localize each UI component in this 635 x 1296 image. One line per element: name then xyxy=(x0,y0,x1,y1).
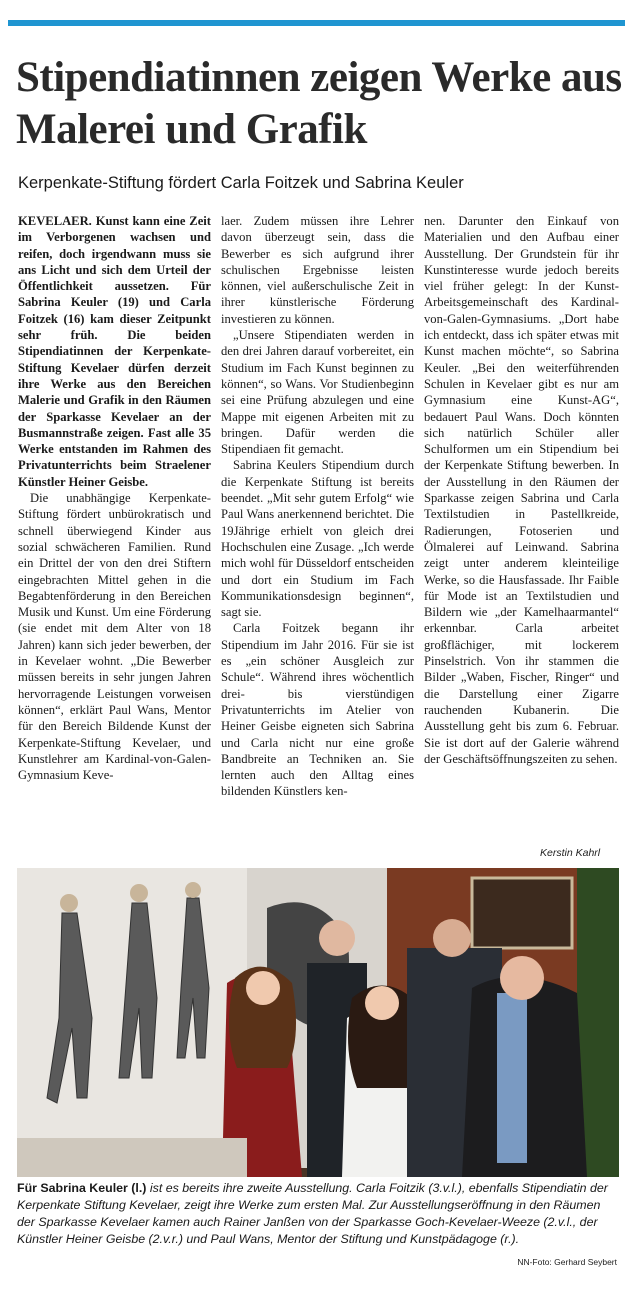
body-paragraph: nen. Darunter den Einkauf von Materialien und den Aufbau einer Ausstellung. Der Grundstein für ihr Kunstinteresse wurde jedoch bereits viel früher gelegt: In der Kunst-Arbeitsgemeinschaft des Kardinal-von-Galen-Gymnasiums. „Dort habe ich entdeckt, dass ich später etwas mit Kunst machen möchte“, so Sabrina Keuler. „Bei den weiterführenden Schulen in Kevelaer gibt es nur am Gymnasium eine Kunst-AG“, bedauert Paul Wans. Doch könnten sich natürlich Schüler aller Schulformen um ein Stipendium bei der Kerpenkate Stiftung bewerben. In der Ausstellung in den Räumen der Sparkasse zeigen Sabrina und Carla Textilstudien in Pastellkreide, Radierungen, Fotoserien und Ölmalerei auf Leinwand. Sabrina zeigt unter anderem kleinteilige Werke, so die Hausfassade. Ihr Faible für Mode ist an Textilstudien und Bildern wie „der Kamelhaarmantel“ erkennbar. Carla arbeitet großflächiger, mit lockerem Pinselstrich. Von ihr stammen die Bilder „Waben, Fischer, Ringer“ und die Darstellung einer Zigarre rauchenden Kubanerin. Die Ausstellung geht bis zum 6. Februar. Sie ist dort auf der Galerie während der Geschäftsöffnungszeiten zu sehen. xyxy=(424,214,619,766)
lead-paragraph: KEVELAER. Kunst kann eine Zeit im Verborgenen wachsen und reifen, doch irgendwann muss sie ans Licht und sich dem Urteil der Öffentlichkeit aussetzen. Für Sabrina Keuler (19) und Carla Foitzek (16) kam dieser Zeitpunkt sehr früh. Die beiden Stipendiatinnen der Kerpenkate-Stiftung Kevelaer dürfen derzeit ihre Werke aus den Bereichen Malerie und Grafik in den Räumen der Sparkasse Kevelaer an der Busmannstraße zeigen. Fast alle 35 Werke entstanden im Rahmen des Privatunterrichts beim Straelener Künstler Heiner Geisbe. xyxy=(18,214,211,489)
photo-credit: NN-Foto: Gerhard Seybert xyxy=(517,1257,617,1267)
body-paragraph: „Unsere Stipendiaten werden in den drei Jahren darauf vorbereitet, ein Studium im Fach Kunst beginnen zu können“, so Wans. Vor Studienbeginn sei eine Prüfung abzulegen und eine Mappe mit eigenen Arbeiten mit zu bringen. Dafür werden die Stipendiaen fit gemacht. xyxy=(221,328,414,457)
caption-text: ist es bereits ihre zweite Ausstellung. Carla Foitzik (3.v.l.), ebenfalls Stipendiatin der Kerpenkate Stiftung Kevelaer, zeigt ihre Werke zum ersten Mal. Zur Ausstellungseröffnung in den Räumen der Sparkasse Kevelaer kamen auch Rainer Janßen von der Sparkasse Goch-Kevelaer-Weeze (2.v.l., der Künstler Heiner Geisbe (2.v.r.) und Paul Wans, Mentor der Stiftung und Kunstpädagoge (r.). xyxy=(17,1181,608,1246)
caption-lead: Für Sabrina Keuler (l.) xyxy=(17,1181,147,1195)
article-column-2 xyxy=(221,213,414,863)
author-byline: Kerstin Kahrl xyxy=(540,847,601,859)
article-column-1 xyxy=(18,213,211,863)
photo-caption xyxy=(17,1180,621,1248)
body-paragraph: Sabrina Keulers Stipendium durch die Kerpenkate Stiftung ist bereits beendet. „Mit sehr gutem Erfolg“ wie Paul Wans anerkennend berichtet. Die 19Jährige erhielt von gleich drei Hochschulen eine Zusage. „Ich werde mich wohl für Düsseldorf entscheiden und dort ein Studium im Fach Kommunikationsdesign beginnen“, sagt sie. xyxy=(221,458,414,620)
photo-illustration xyxy=(17,868,619,1177)
body-paragraph: Die unabhängige Kerpenkate-Stiftung fördert unbürokratisch und schnell überwiegend Kinder aus sozial schwächeren Familien. Rund ein Drittel der von den drei Stiftern eingebrachten Mittel gehen in die Begabtenförderung in den Bereichen Musik und Kunst. Um eine Förderung (sie endet mit dem Alter von 18 Jahren) kann sich jeder bewerben, der in Kevelaer wohnt. „Die Bewerber müssen bereits in sehr jungen Jahren hervorragende Leistungen vorweisen können“, erklärt Paul Wans, Mentor für den Bereich Bildende Kunst der Kerpenkate-Stiftung Kevelaer, und Kunstlehrer am Kardinal-von-Galen-Gymnasium Keve- xyxy=(18,491,211,783)
article-photo xyxy=(17,868,619,1177)
body-paragraph: laer. Zudem müssen ihre Lehrer davon überzeugt sein, dass die Bewerber es sich aufgrund ihrer schulischen Ergebnisse leisten können, viel außerschulische Zeit in ihrer künstlerische Förderung investieren zu können. xyxy=(221,214,414,326)
body-paragraph: Carla Foitzek begann ihr Stipendium im Jahr 2016. Für sie ist es „ein schöner Ausgleich zur Schule“. Während ihres wöchentlich drei- bis vierstündigen Privatunterrichts im Atelier von Heiner Geisbe eigneten sich Sabrina und Carla nicht nur eine große Bandbreite an Techniken an. Sie lernten auch den Alltag eines bildenden Künstlers ken- xyxy=(221,621,414,799)
accent-bar xyxy=(8,20,625,26)
article-column-3 xyxy=(424,213,619,863)
subheadline: Kerpenkate-Stiftung fördert Carla Foitzek und Sabrina Keuler xyxy=(18,174,464,192)
headline: Stipendiatinnen zeigen Werke aus Malerei und Grafik xyxy=(16,54,622,153)
